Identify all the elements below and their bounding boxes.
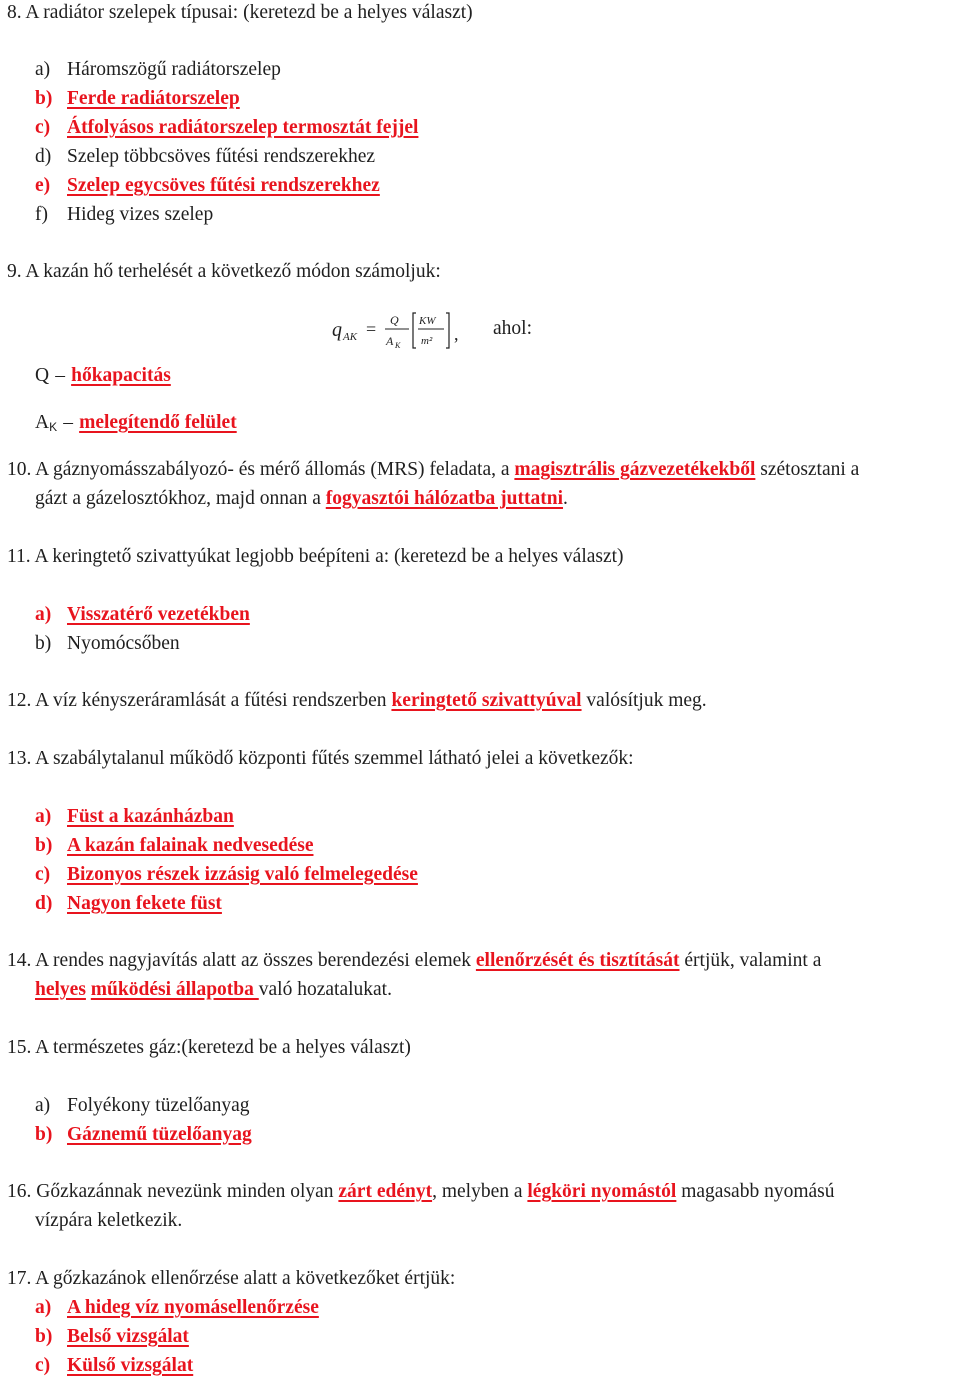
def-q-text: hőkapacitás	[71, 365, 171, 386]
q16-line2: vízpára keletkezik.	[35, 1210, 183, 1231]
q8-option	[35, 205, 213, 225]
q17-option-text: Külső vizsgálat	[67, 1355, 194, 1376]
q13-option-letter: d)	[35, 893, 53, 914]
q8-option-letter: e)	[35, 175, 51, 196]
def-ak-sub: K	[49, 420, 58, 434]
q11-option-letter: b)	[35, 633, 52, 654]
q14-text-a: 14. A rendes nagyjavítás alatt az összes berendezési elemek	[7, 950, 476, 971]
q14-line2	[35, 980, 392, 1000]
q13-option	[35, 865, 418, 885]
q8-option-text: Háromszögű radiátorszelep	[67, 59, 281, 80]
q17-option	[35, 1356, 193, 1376]
q15-option-letter: a)	[35, 1095, 51, 1116]
q13-option-text: Füst a kazánházban	[67, 806, 234, 827]
q8-option	[35, 118, 418, 138]
q15-option-letter: b)	[35, 1124, 53, 1145]
q12-text-a: 12. A víz kényszeráramlását a fűtési rendszerben	[7, 690, 392, 711]
q9-prompt: 9. A kazán hő terhelését a következő módon számoljuk:	[7, 261, 441, 282]
q8-option-letter: f)	[35, 204, 48, 225]
def-q-dash: –	[55, 365, 65, 386]
q15-option-text: Folyékony tüzelőanyag	[67, 1095, 250, 1116]
q14-answer-3: működési állapotba	[90, 979, 259, 1000]
q8-option-letter: c)	[35, 117, 51, 138]
q11-prompt: 11. A keringtető szivattyúkat legjobb beépíteni a: (keretezd be a helyes választ)	[7, 546, 624, 567]
q16-text-a: 16. Gőzkazánnak nevezünk minden olyan	[7, 1181, 339, 1202]
q8-option	[35, 176, 380, 196]
q15-prompt: 15. A természetes gáz:(keretezd be a helyes választ)	[7, 1037, 411, 1058]
q10-text-c: gázt a gázelosztókhoz, majd onnan a	[35, 488, 326, 509]
q8-option-text: Hideg vizes szelep	[67, 204, 214, 225]
q13-option-text: Nagyon fekete füst	[67, 893, 222, 914]
q13-option	[35, 807, 234, 827]
q17-option-letter: b)	[35, 1326, 53, 1347]
formula-numerator: Q	[390, 313, 399, 327]
q13-option-letter: c)	[35, 864, 51, 885]
q12-answer: keringtető szivattyúval	[391, 690, 582, 711]
q15-option-text: Gáznemű tüzelőanyag	[67, 1124, 252, 1145]
svg-text:=: =	[366, 319, 377, 339]
q10-text-b: szétosztani a	[755, 459, 860, 480]
q8-prompt: 8. A radiátor szelepek típusai: (keretezd be a helyes választ)	[7, 2, 473, 23]
q8-option-text: Szelep egycsöves fűtési rendszerekhez	[67, 175, 380, 196]
q10-line2	[35, 489, 568, 509]
heat-load-formula	[330, 308, 470, 352]
q11-option	[35, 634, 180, 654]
q8-option-letter: a)	[35, 59, 51, 80]
def-q	[35, 366, 171, 386]
q14-answer-2: helyes	[35, 979, 86, 1000]
q14-line1	[7, 951, 821, 971]
q17-option-text: Belső vizsgálat	[67, 1326, 189, 1347]
q10-line1	[7, 460, 859, 480]
def-ak-symbol: A	[35, 412, 50, 433]
q8-option	[35, 89, 240, 109]
q14-answer-1: ellenőrzését és tisztítását	[475, 950, 680, 971]
q17-option-letter: c)	[35, 1355, 51, 1376]
q10-answer-1: magisztrális gázvezetékekből	[514, 459, 756, 480]
q8-option-text: Átfolyásos radiátorszelep termosztát fejjel	[67, 117, 419, 138]
q15-option	[35, 1096, 250, 1116]
q17-option-text: A hideg víz nyomásellenőrzése	[67, 1297, 319, 1318]
def-ak-text: melegítendő felület	[79, 412, 237, 433]
q13-option-letter: b)	[35, 835, 53, 856]
q16-answer-1: zárt edényt	[338, 1181, 433, 1202]
q12-text-b: valósítjuk meg.	[581, 690, 707, 711]
q15-option	[35, 1125, 252, 1145]
q11-option-text: Nyomócsőben	[67, 633, 180, 654]
q12-line	[7, 691, 707, 711]
q10-answer-2: fogyasztói hálózatba juttatni	[325, 488, 564, 509]
q16-text-c: magasabb nyomású	[676, 1181, 835, 1202]
q11-option-letter: a)	[35, 604, 52, 625]
q13-option-text: A kazán falainak nedvesedése	[67, 835, 314, 856]
q8-option-letter: b)	[35, 88, 53, 109]
formula-denominator: A	[386, 334, 394, 348]
q17-option	[35, 1327, 189, 1347]
q8-option-text: Szelep többcsöves fűtési rendszerekhez	[67, 146, 376, 167]
q16-line1	[7, 1182, 835, 1202]
formula-unit-num: KW	[419, 315, 436, 327]
q10-text-d: .	[563, 488, 568, 509]
q14-text-b: értjük, valamint a	[679, 950, 822, 971]
formula-lhs: q	[332, 319, 342, 341]
q17-option	[35, 1298, 319, 1318]
q13-prompt: 13. A szabálytalanul működő központi fűtés szemmel látható jelei a következők:	[7, 748, 634, 769]
q17-prompt: 17. A gőzkazánok ellenőrzése alatt a következőket értjük:	[7, 1268, 456, 1289]
def-q-symbol: Q	[35, 365, 50, 386]
def-ak-dash: –	[63, 412, 73, 433]
def-ak	[35, 413, 237, 433]
q8-option-letter: d)	[35, 146, 52, 167]
q10-text-a: 10. A gáznyomásszabályozó- és mérő állomás (MRS) feladata, a	[7, 459, 515, 480]
q11-option-text: Visszatérő vezetékben	[67, 604, 250, 625]
q13-option-letter: a)	[35, 806, 52, 827]
svg-text:,: ,	[454, 324, 459, 344]
formula-ahol: ahol:	[493, 318, 532, 339]
q13-option	[35, 894, 222, 914]
q8-option	[35, 147, 375, 167]
q8-option-text: Ferde radiátorszelep	[67, 88, 240, 109]
formula-lhs-sub: AK	[343, 331, 358, 343]
formula-unit-den: m²	[421, 335, 433, 347]
q17-option-letter: a)	[35, 1297, 52, 1318]
q11-option	[35, 605, 250, 625]
formula-den-sub: K	[395, 341, 401, 350]
q14-text-c: való hozatalukat.	[258, 979, 392, 1000]
q13-option-text: Bizonyos részek izzásig való felmelegedése	[67, 864, 418, 885]
q16-answer-2: légköri nyomástól	[527, 1181, 677, 1202]
q16-text-b: , melyben a	[432, 1181, 528, 1202]
q13-option	[35, 836, 313, 856]
q8-option	[35, 60, 281, 80]
